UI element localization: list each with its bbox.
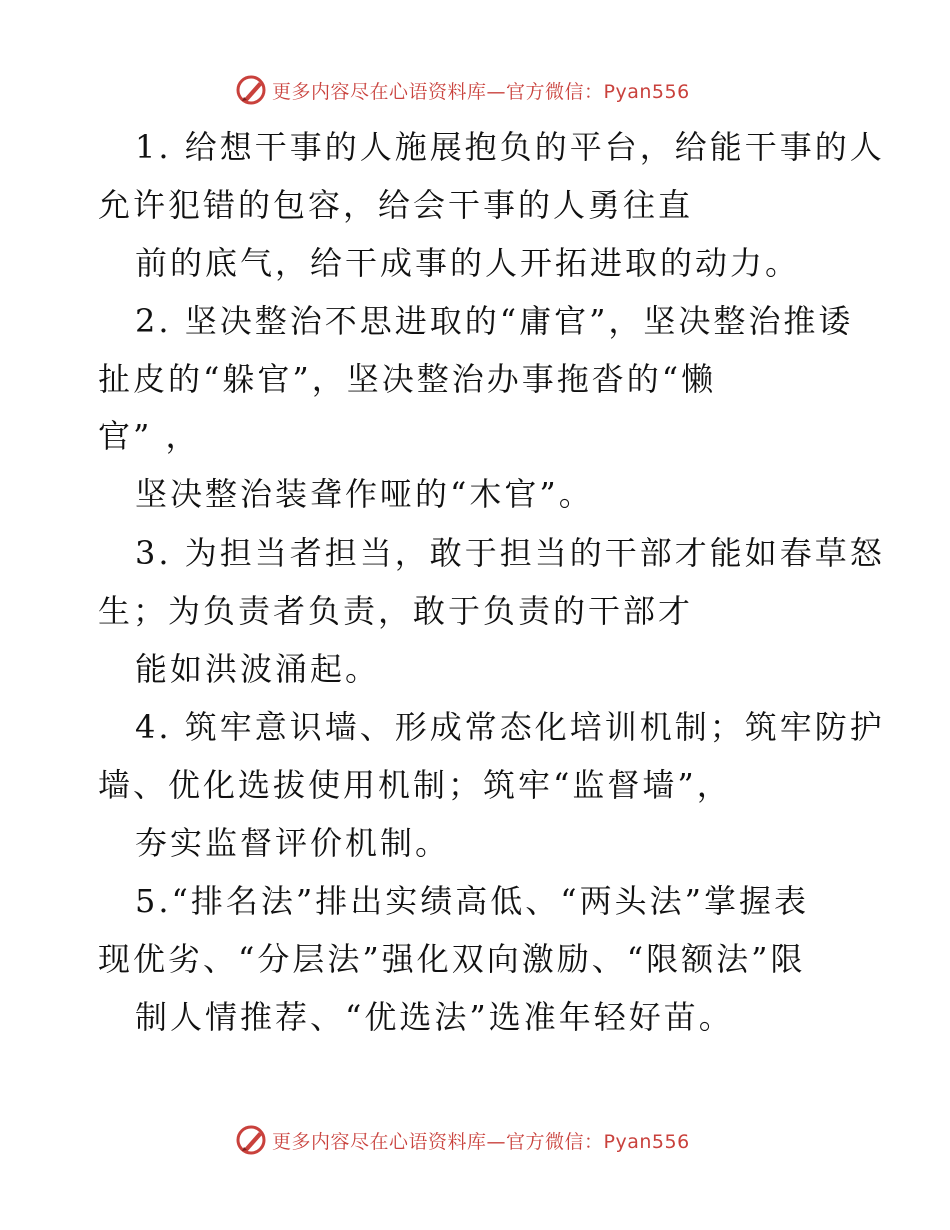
paragraph-4-line-1: 4. 筑牢意识墙、形成常态化培训机制；筑牢防护 (135, 708, 885, 746)
paragraph-5-line-1: 5.“排名法”排出实绩高低、“两头法”掌握表 (135, 882, 809, 920)
paragraph-2-line-4: 坚决整治装聋作哑的“木官”。 (135, 475, 594, 513)
paragraph-4-line-2: 墙、优化选拔使用机制；筑牢“监督墙”， (98, 766, 732, 804)
pen-logo-icon (234, 1123, 268, 1157)
paragraph-5-line-3: 制人情推荐、“优选法”选准年轻好苗。 (135, 998, 734, 1036)
paragraph-1-line-2: 允许犯错的包容，给会干事的人勇往直 (98, 186, 694, 224)
paragraph-4-line-3: 夯实监督评价机制。 (135, 824, 451, 862)
paragraph-1-line-3: 前的底气，给干成事的人开拓进取的动力。 (135, 244, 801, 282)
paragraph-3-line-2: 生；为负责者负责，敢于负责的干部才 (98, 592, 694, 630)
paragraph-2-line-1: 2. 坚决整治不思进取的“庸官”，坚决整治推诿 (135, 302, 854, 340)
paragraph-2-line-2: 扯皮的“躲官”，坚决整治办事拖沓的“懒 (98, 360, 717, 398)
footer-banner (234, 1122, 690, 1158)
header-banner-text: 更多内容尽在心语资料库—官方微信：Pyan556 (272, 80, 690, 103)
paragraph-5-line-2: 现优劣、“分层法”强化双向激励、“限额法”限 (98, 940, 806, 978)
paragraph-1-line-1: 1. 给想干事的人施展抱负的平台，给能干事的人 (135, 128, 885, 166)
footer-banner-text: 更多内容尽在心语资料库—官方微信：Pyan556 (272, 1130, 690, 1153)
paragraph-3-line-3: 能如洪波涌起。 (135, 650, 381, 688)
paragraph-2-line-3: 官” ， (98, 417, 201, 455)
paragraph-3-line-1: 3. 为担当者担当，敢于担当的干部才能如春草怒 (135, 534, 885, 572)
